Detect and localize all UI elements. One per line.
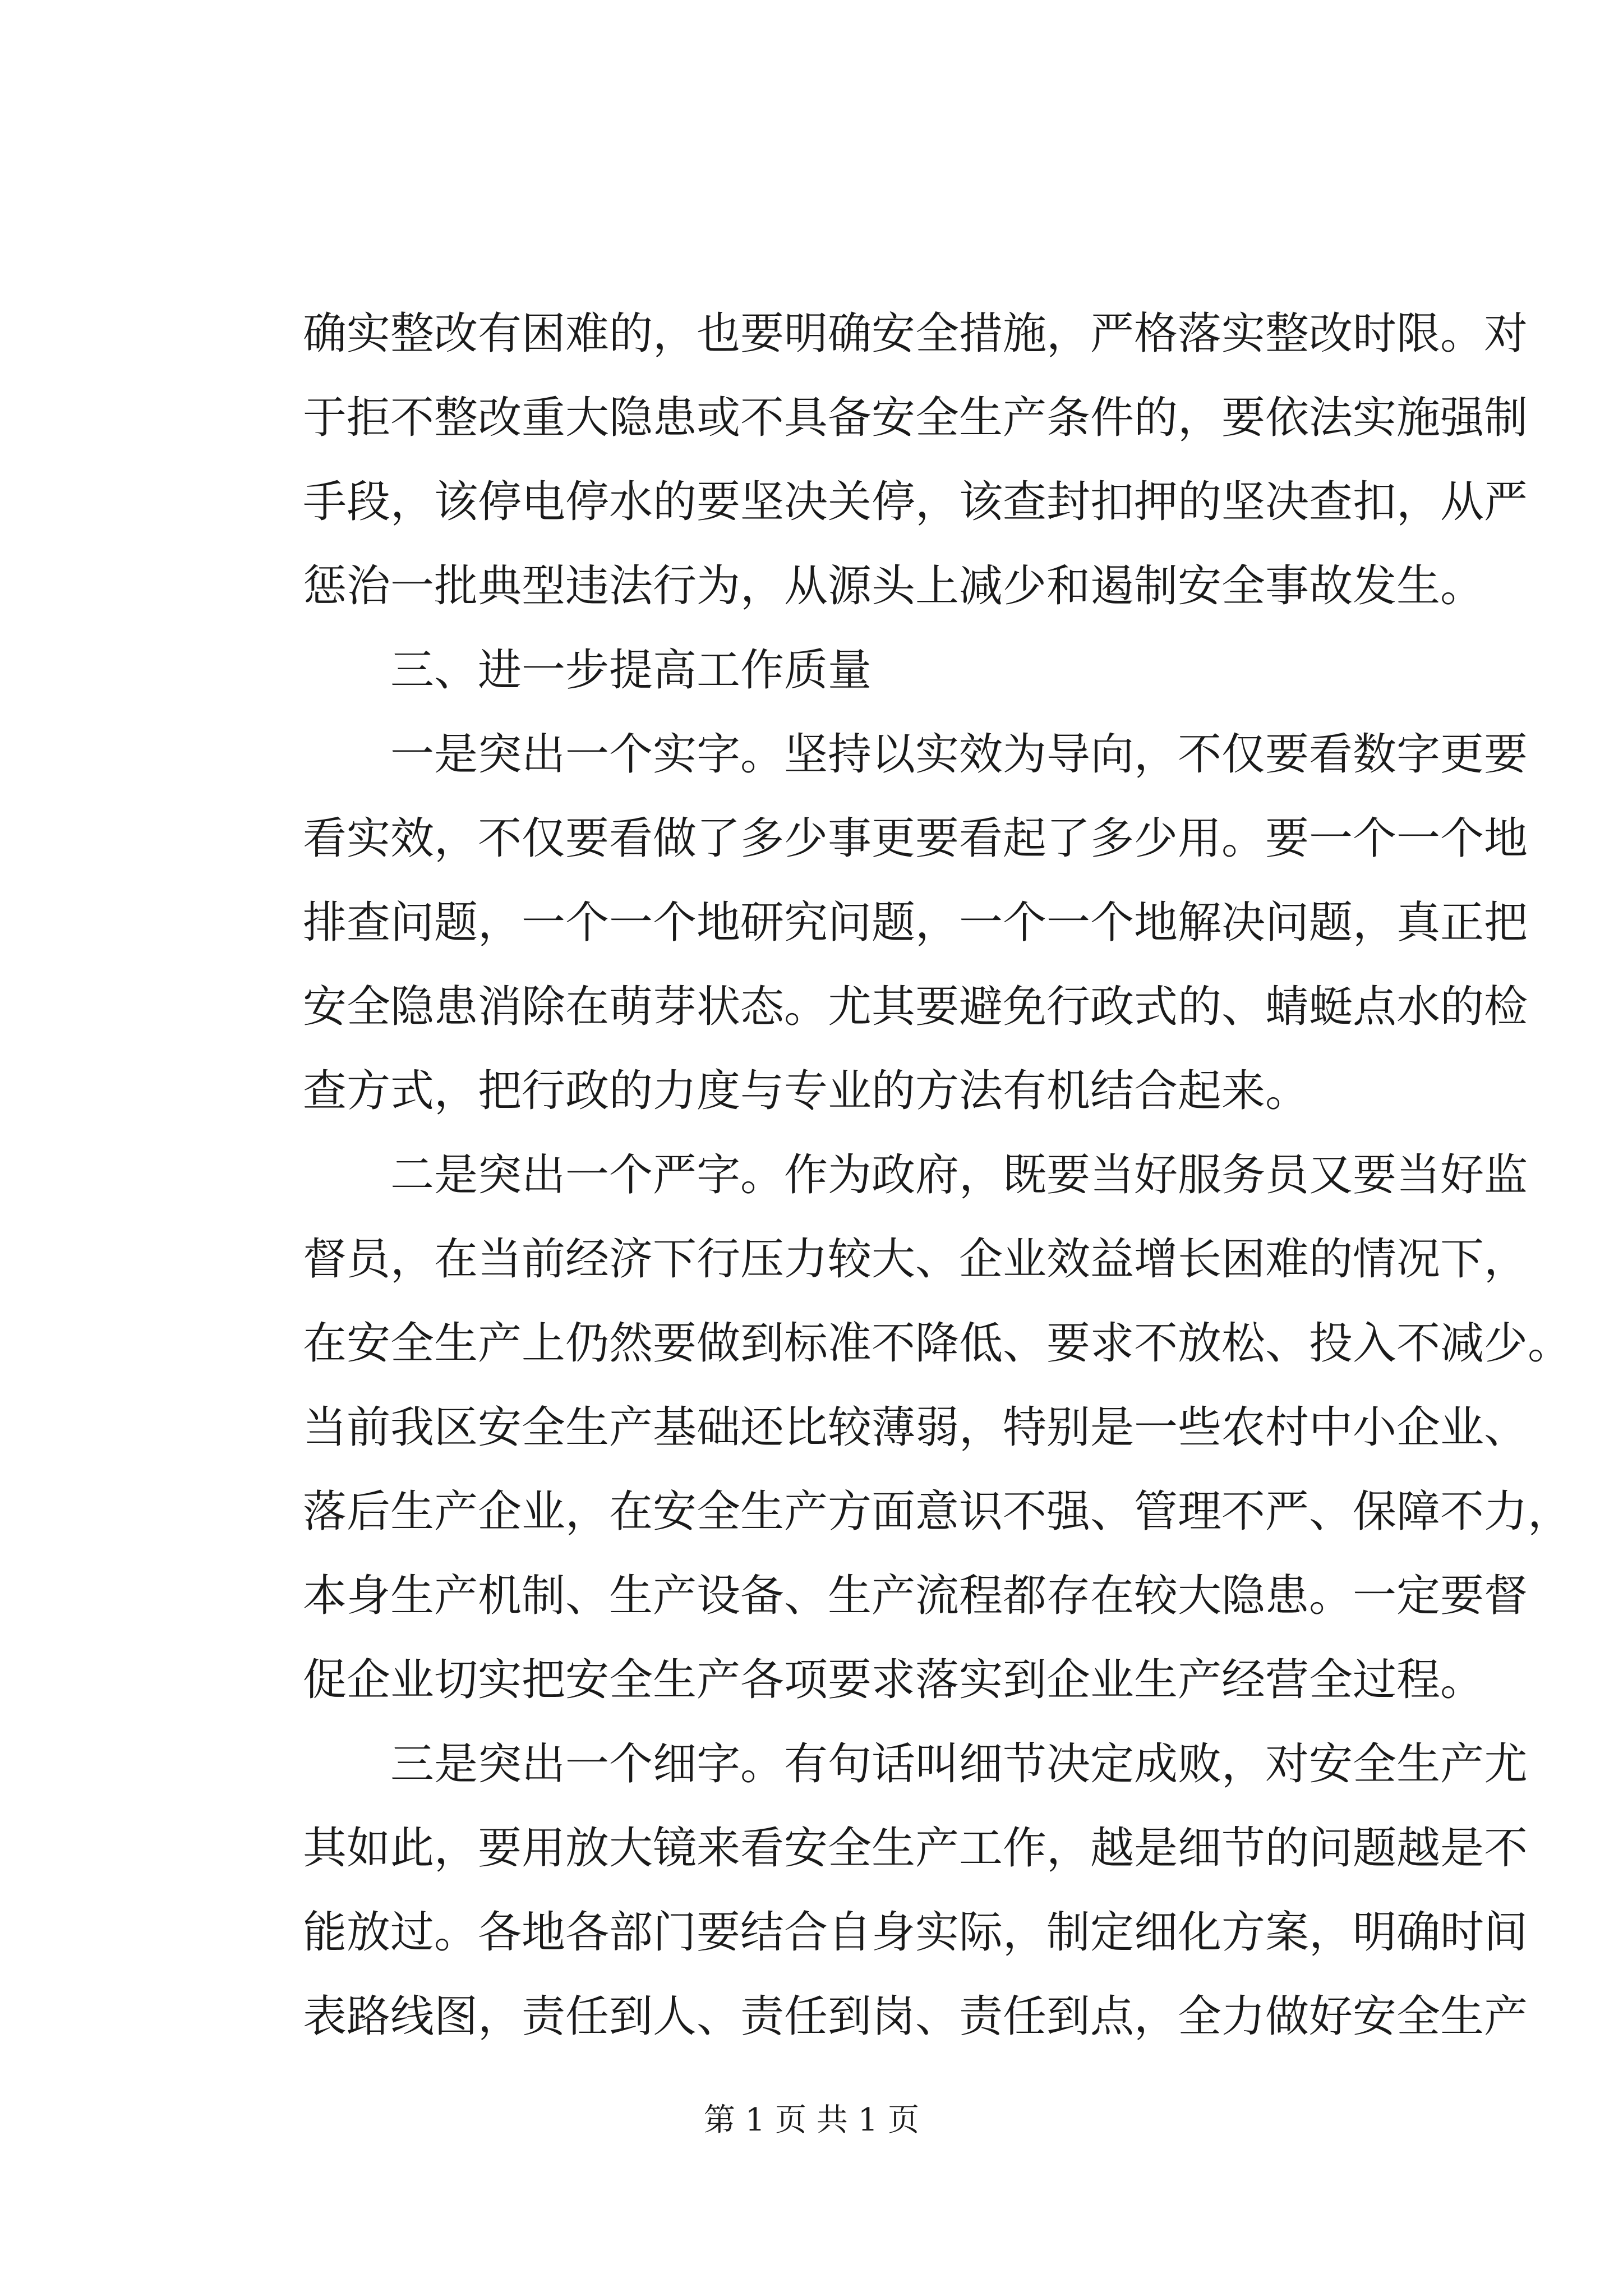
text-line: 促企业切实把安全生产各项要求落实到企业生产经营全过程。 — [303, 1655, 1484, 1705]
text-line: 手段，该停电停水的要坚决关停，该查封扣押的坚决查扣，从严 — [303, 477, 1528, 527]
text-line: 其如此，要用放大镜来看安全生产工作，越是细节的问题越是不 — [303, 1823, 1528, 1874]
text-line: 能放过。各地各部门要结合自身实际，制定细化方案，明确时间 — [303, 1907, 1528, 1958]
text-line: 在安全生产上仍然要做到标准不降低、要求不放松、投入不减少。 — [303, 1318, 1572, 1369]
text-line: 安全隐患消除在萌芽状态。尤其要避免行政式的、蜻蜓点水的检 — [303, 982, 1528, 1032]
text-line: 三是突出一个细字。有句话叫细节决定成败，对安全生产尤 — [390, 1739, 1528, 1789]
text-line: 督员，在当前经济下行压力较大、企业效益增长困难的情况下， — [303, 1234, 1528, 1285]
page-footer: 第 1 页 共 1 页 — [703, 2102, 920, 2138]
text-line: 落后生产企业，在安全生产方面意识不强、管理不严、保障不力， — [303, 1487, 1572, 1537]
text-line: 于拒不整改重大隐患或不具备安全生产条件的，要依法实施强制 — [303, 393, 1528, 443]
text-line: 当前我区安全生产基础还比较薄弱，特别是一些农村中小企业、 — [303, 1402, 1528, 1453]
text-line: 排查问题，一个一个地研究问题，一个一个地解决问题，真正把 — [303, 898, 1528, 948]
text-line: 看实效，不仅要看做了多少事更要看起了多少用。要一个一个地 — [303, 813, 1528, 864]
text-line: 确实整改有困难的，也要明确安全措施，严格落实整改时限。对 — [303, 309, 1528, 359]
text-line: 二是突出一个严字。作为政府，既要当好服务员又要当好监 — [390, 1150, 1528, 1200]
text-line: 查方式，把行政的力度与专业的方法有机结合起来。 — [303, 1066, 1310, 1116]
text-line: 一是突出一个实字。坚持以实效为导向，不仅要看数字更要 — [390, 729, 1528, 780]
text-line: 表路线图，责任到人、责任到岗、责任到点，全力做好安全生产 — [303, 1991, 1528, 2042]
text-line: 惩治一批典型违法行为，从源头上减少和遏制安全事故发生。 — [303, 561, 1484, 611]
section-heading: 三、进一步提高工作质量 — [390, 645, 872, 696]
text-line: 本身生产机制、生产设备、生产流程都存在较大隐患。一定要督 — [303, 1571, 1528, 1621]
